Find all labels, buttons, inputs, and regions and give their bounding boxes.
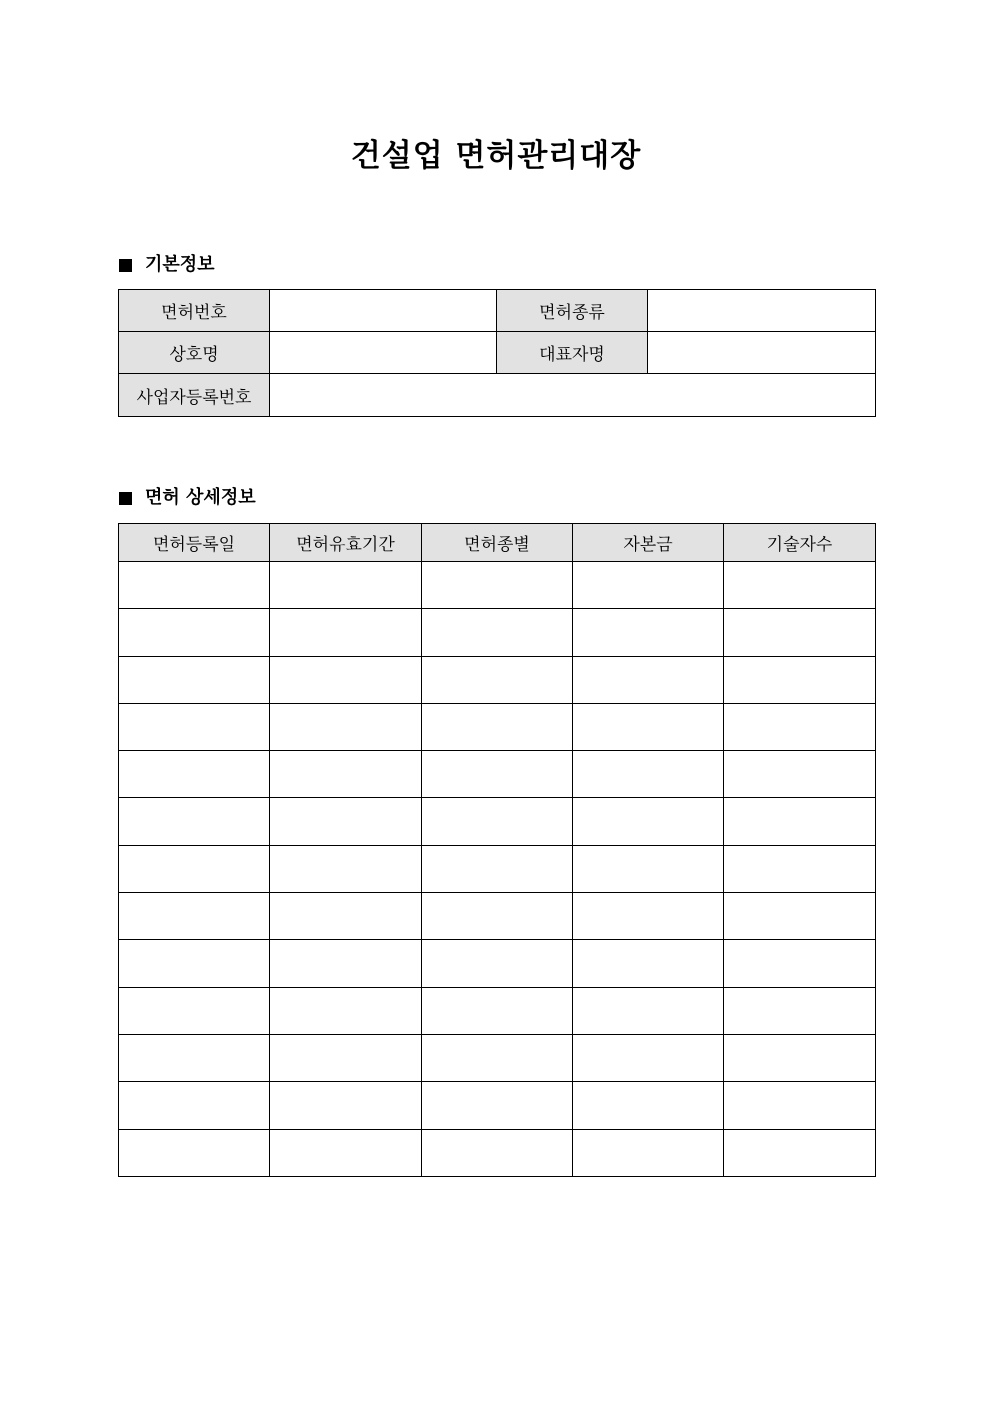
- license-number-label: 면허번호: [119, 290, 270, 332]
- registration-date-cell[interactable]: [119, 609, 270, 656]
- table-row: [119, 751, 876, 798]
- registration-date-cell[interactable]: [119, 845, 270, 892]
- license-class-cell[interactable]: [422, 656, 573, 703]
- capital-cell[interactable]: [573, 562, 724, 609]
- registration-date-cell[interactable]: [119, 940, 270, 987]
- license-type-field[interactable]: [648, 290, 876, 332]
- table-row: [119, 940, 876, 987]
- license-type-label: 면허종류: [497, 290, 648, 332]
- validity-period-cell[interactable]: [270, 1129, 422, 1176]
- capital-cell[interactable]: [573, 1082, 724, 1129]
- business-registration-number-label: 사업자등록번호: [119, 374, 270, 417]
- table-row: [119, 290, 876, 332]
- table-row: [119, 332, 876, 374]
- company-name-label: 상호명: [119, 332, 270, 374]
- technician-count-cell[interactable]: [724, 798, 876, 845]
- section-heading-basic-info: [119, 253, 215, 277]
- technician-count-cell[interactable]: [724, 562, 876, 609]
- technician-count-cell[interactable]: [724, 609, 876, 656]
- capital-cell[interactable]: [573, 1129, 724, 1176]
- registration-date-cell[interactable]: [119, 1082, 270, 1129]
- registration-date-cell[interactable]: [119, 893, 270, 940]
- column-header-license-class: 면허종별: [422, 524, 573, 562]
- validity-period-cell[interactable]: [270, 562, 422, 609]
- license-class-cell[interactable]: [422, 703, 573, 750]
- license-details-table: [118, 523, 876, 1177]
- representative-name-field[interactable]: [648, 332, 876, 374]
- technician-count-cell[interactable]: [724, 1034, 876, 1081]
- license-details-body: [119, 562, 876, 1177]
- section-heading-label: 면허 상세정보: [145, 487, 256, 508]
- capital-cell[interactable]: [573, 751, 724, 798]
- table-row: [119, 562, 876, 609]
- validity-period-cell[interactable]: [270, 987, 422, 1034]
- table-row: [119, 1034, 876, 1081]
- registration-date-cell[interactable]: [119, 987, 270, 1034]
- table-row: [119, 609, 876, 656]
- column-header-registration-date: 면허등록일: [119, 524, 270, 562]
- table-row: [119, 656, 876, 703]
- license-class-cell[interactable]: [422, 987, 573, 1034]
- table-row: [119, 1082, 876, 1129]
- document-title: 건설업 면허관리대장: [350, 138, 642, 174]
- square-bullet-icon: [119, 259, 132, 272]
- validity-period-cell[interactable]: [270, 940, 422, 987]
- registration-date-cell[interactable]: [119, 1034, 270, 1081]
- license-class-cell[interactable]: [422, 893, 573, 940]
- registration-date-cell[interactable]: [119, 656, 270, 703]
- business-registration-number-field[interactable]: [270, 374, 876, 417]
- capital-cell[interactable]: [573, 609, 724, 656]
- capital-cell[interactable]: [573, 1034, 724, 1081]
- technician-count-cell[interactable]: [724, 656, 876, 703]
- validity-period-cell[interactable]: [270, 845, 422, 892]
- validity-period-cell[interactable]: [270, 893, 422, 940]
- validity-period-cell[interactable]: [270, 656, 422, 703]
- technician-count-cell[interactable]: [724, 1082, 876, 1129]
- representative-name-label: 대표자명: [497, 332, 648, 374]
- technician-count-cell[interactable]: [724, 845, 876, 892]
- table-header-row: [119, 524, 876, 562]
- license-class-cell[interactable]: [422, 1082, 573, 1129]
- table-row: [119, 987, 876, 1034]
- column-header-validity-period: 면허유효기간: [270, 524, 422, 562]
- table-row: [119, 845, 876, 892]
- table-row: [119, 893, 876, 940]
- capital-cell[interactable]: [573, 987, 724, 1034]
- capital-cell[interactable]: [573, 940, 724, 987]
- table-row: [119, 374, 876, 417]
- capital-cell[interactable]: [573, 703, 724, 750]
- technician-count-cell[interactable]: [724, 987, 876, 1034]
- technician-count-cell[interactable]: [724, 940, 876, 987]
- validity-period-cell[interactable]: [270, 609, 422, 656]
- license-class-cell[interactable]: [422, 940, 573, 987]
- table-row: [119, 1129, 876, 1176]
- registration-date-cell[interactable]: [119, 703, 270, 750]
- license-class-cell[interactable]: [422, 562, 573, 609]
- section-heading-license-details: [119, 486, 256, 510]
- license-class-cell[interactable]: [422, 1129, 573, 1176]
- capital-cell[interactable]: [573, 845, 724, 892]
- technician-count-cell[interactable]: [724, 893, 876, 940]
- column-header-capital: 자본금: [573, 524, 724, 562]
- license-class-cell[interactable]: [422, 798, 573, 845]
- table-row: [119, 798, 876, 845]
- capital-cell[interactable]: [573, 798, 724, 845]
- company-name-field[interactable]: [270, 332, 497, 374]
- square-bullet-icon: [119, 492, 132, 505]
- capital-cell[interactable]: [573, 656, 724, 703]
- license-class-cell[interactable]: [422, 845, 573, 892]
- license-class-cell[interactable]: [422, 1034, 573, 1081]
- validity-period-cell[interactable]: [270, 798, 422, 845]
- license-class-cell[interactable]: [422, 609, 573, 656]
- technician-count-cell[interactable]: [724, 1129, 876, 1176]
- technician-count-cell[interactable]: [724, 703, 876, 750]
- registration-date-cell[interactable]: [119, 798, 270, 845]
- validity-period-cell[interactable]: [270, 1082, 422, 1129]
- basic-info-table: [118, 289, 876, 417]
- section-heading-label: 기본정보: [145, 254, 215, 275]
- registration-date-cell[interactable]: [119, 1129, 270, 1176]
- validity-period-cell[interactable]: [270, 1034, 422, 1081]
- technician-count-cell[interactable]: [724, 751, 876, 798]
- column-header-technician-count: 기술자수: [724, 524, 876, 562]
- validity-period-cell[interactable]: [270, 703, 422, 750]
- license-number-field[interactable]: [270, 290, 497, 332]
- capital-cell[interactable]: [573, 893, 724, 940]
- license-class-cell[interactable]: [422, 751, 573, 798]
- table-row: [119, 703, 876, 750]
- registration-date-cell[interactable]: [119, 751, 270, 798]
- validity-period-cell[interactable]: [270, 751, 422, 798]
- registration-date-cell[interactable]: [119, 562, 270, 609]
